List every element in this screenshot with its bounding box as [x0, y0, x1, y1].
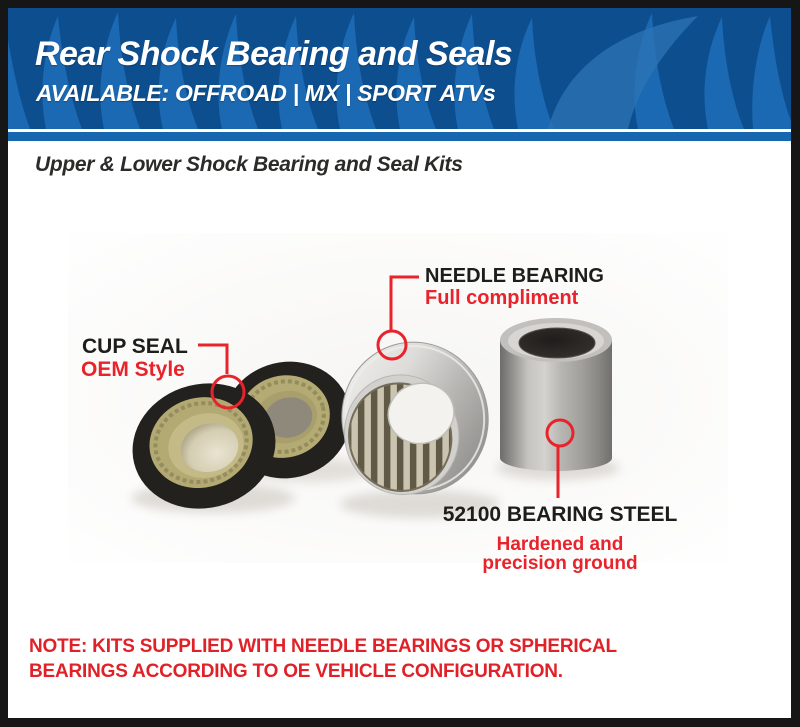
needle-bearing-sublabel: Full compliment [425, 287, 579, 309]
page-title: Rear Shock Bearing and Seals [35, 35, 513, 73]
bearing-steel-label: 52100 BEARING STEEL [442, 503, 678, 526]
note-text [29, 634, 617, 684]
needle-bearing-label: NEEDLE BEARING [425, 265, 604, 287]
section-heading: Upper & Lower Shock Bearing and Seal Kits [35, 153, 463, 176]
cup-seal-label: CUP SEAL [82, 335, 188, 358]
note-line-1: NOTE: KITS SUPPLIED WITH NEEDLE BEARINGS OR SPHERICAL [29, 636, 617, 657]
steel-bushing-photo [500, 318, 612, 471]
bearing-steel-sublabel-line1: Hardened and [496, 534, 624, 555]
sheet-inner [8, 8, 791, 718]
note-line-2: BEARINGS ACCORDING TO OE VEHICLE CONFIGURATION. [29, 661, 563, 682]
cup-seal-sublabel: OEM Style [81, 358, 185, 381]
bearing-steel-sublabel-line2: precision ground [482, 553, 638, 574]
bearing-steel-label-block [408, 503, 712, 573]
availability-subtitle: AVAILABLE: OFFROAD | MX | SPORT ATVs [36, 80, 496, 106]
